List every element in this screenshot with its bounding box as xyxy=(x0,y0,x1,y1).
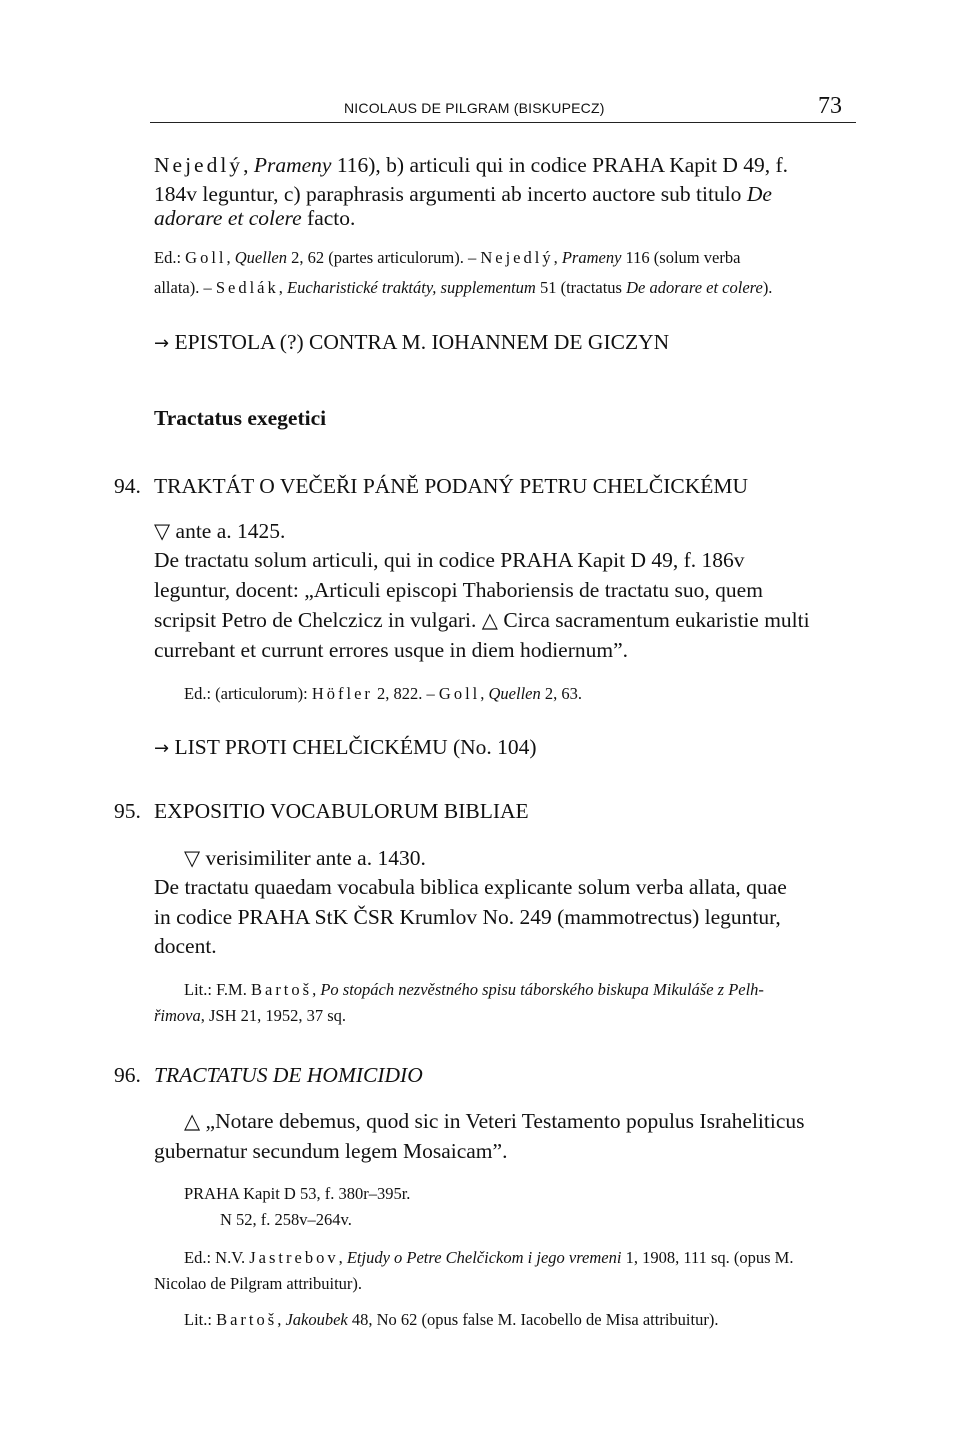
edition-note-line xyxy=(154,248,740,268)
text-run: 48, No 62 (opus false M. Iacobello de Misa attribuitur). xyxy=(347,1310,719,1329)
date-line xyxy=(154,519,285,544)
arrow-right-icon: → xyxy=(154,738,170,759)
paragraph-line xyxy=(154,206,355,231)
running-title: NICOLAUS DE PILGRAM (BISKUPECZ) xyxy=(344,100,605,116)
text-run: Ed.: (articulorum): xyxy=(184,684,312,703)
author-name: Höfler xyxy=(311,684,373,703)
triangle-down-icon: ▽ xyxy=(154,519,171,543)
author-name: Nejedlý xyxy=(480,248,554,267)
literature-line xyxy=(154,1006,346,1026)
italic-title: adorare et colere xyxy=(154,206,302,230)
text-run: , xyxy=(338,1248,347,1267)
italic-title: Quellen xyxy=(234,248,287,267)
description-line: De tractatu quaedam vocabula biblica explicante solum verba allata, quae xyxy=(154,875,787,899)
triangle-up-icon: △ xyxy=(184,1109,201,1133)
edition-note-line xyxy=(154,278,772,298)
italic-title: řimova xyxy=(154,1006,201,1025)
paragraph-line xyxy=(154,182,772,207)
manuscript-line: N 52, f. 258v–264v. xyxy=(220,1210,352,1229)
author-name: Bartoš xyxy=(250,980,313,999)
author-name: Nejedlý xyxy=(154,153,244,177)
literature-line xyxy=(184,1310,718,1330)
header-rule xyxy=(150,122,856,123)
italic-title: Prameny xyxy=(253,153,332,177)
paragraph-line xyxy=(154,153,788,178)
entry-title: TRAKTÁT O VEČEŘI PÁNĚ PODANÝ PETRU CHELČICKÉMU xyxy=(154,474,749,498)
text-run: Ed.: N.V. xyxy=(184,1248,250,1267)
incipit-line xyxy=(184,1109,805,1134)
date-text: verisimiliter ante a. 1430. xyxy=(205,846,426,870)
text-run: Ed.: xyxy=(154,248,186,267)
text-run: , xyxy=(243,153,254,177)
description-text: Circa sacramentum eukaristie multi xyxy=(497,608,810,632)
description-text: scripsit Petro de Chelczicz in vulgari. xyxy=(154,608,482,632)
text-run: 2, 822. – xyxy=(372,684,439,703)
text-run: 51 (tractatus xyxy=(535,278,627,297)
triangle-down-icon: ▽ xyxy=(184,846,201,870)
incipit-line: gubernatur secundum legem Mosaicam”. xyxy=(154,1139,508,1163)
italic-title: Prameny xyxy=(561,248,622,267)
text-run: Lit.: xyxy=(184,1310,217,1329)
author-name: Goll xyxy=(185,248,227,267)
text-run: , xyxy=(480,684,489,703)
author-name: Bartoš xyxy=(216,1310,278,1329)
author-name: Goll xyxy=(438,684,481,703)
edition-note-line xyxy=(184,1248,793,1268)
entry-title: TRACTATUS DE HOMICIDIO xyxy=(154,1063,423,1087)
text-run: , JSH 21, 1952, 37 sq. xyxy=(200,1006,347,1025)
cross-reference xyxy=(154,330,669,355)
italic-title: Quellen xyxy=(488,684,541,703)
text-run: 2, 62 (partes articulorum). – xyxy=(287,248,481,267)
text-run: 116 (solum verba xyxy=(621,248,741,267)
literature-line xyxy=(184,980,764,1000)
text-run: 1, 1908, 111 sq. (opus M. xyxy=(621,1248,794,1267)
cross-reference-text: LIST PROTI CHELČICKÉMU (No. 104) xyxy=(174,735,537,759)
description-line: in codice PRAHA StK ČSR Krumlov No. 249 (mammotrectus) leguntur, xyxy=(154,905,781,929)
text-run: , xyxy=(553,248,562,267)
text-run: facto. xyxy=(301,206,356,230)
text-run: Lit.: F.M. xyxy=(184,980,251,999)
text-run: 184v leguntur, c) paraphrasis argumenti ab incerto auctore sub titulo xyxy=(154,182,747,206)
edition-note-line: Nicolao de Pilgram attribuitur). xyxy=(154,1274,363,1293)
italic-title: Eucharistické traktáty, supplementum xyxy=(287,278,536,297)
page-number: 73 xyxy=(818,93,842,119)
description-line: leguntur, docent: „Articuli episcopi Thaboriensis de tractatu suo, quem xyxy=(154,578,763,602)
arrow-right-icon: → xyxy=(154,333,170,354)
date-text: ante a. 1425. xyxy=(175,519,286,543)
text-run: , xyxy=(277,1310,286,1329)
text-run: allata). – xyxy=(154,278,216,297)
entry-title: EXPOSITIO VOCABULORUM BIBLIAE xyxy=(154,799,529,823)
italic-title: Etjudy o Petre Chelčickom i jego vremeni xyxy=(346,1248,622,1267)
triangle-up-icon: △ xyxy=(481,608,498,632)
italic-title: Jakoubek xyxy=(285,1310,348,1329)
text-run: ). xyxy=(762,278,773,297)
manuscript-line: PRAHA Kapit D 53, f. 380r–395r. xyxy=(184,1184,411,1203)
text-run: 2, 63. xyxy=(540,684,582,703)
italic-title: De xyxy=(746,182,772,206)
text-run: , xyxy=(226,248,235,267)
description-line: docent. xyxy=(154,934,217,958)
description-line: De tractatu solum articuli, qui in codice PRAHA Kapit D 49, f. 186v xyxy=(154,548,745,572)
edition-note-line xyxy=(184,684,582,704)
section-heading: Tractatus exegetici xyxy=(154,406,327,430)
description-line xyxy=(154,608,810,633)
italic-title: De adorare et colere xyxy=(626,278,763,297)
incipit-text: „Notare debemus, quod sic in Veteri Testamento populus Israheliticus xyxy=(205,1109,805,1133)
author-name: Sedlák xyxy=(215,278,279,297)
entry-number: 96. xyxy=(114,1063,141,1087)
cross-reference xyxy=(154,735,537,760)
text-run: , xyxy=(278,278,288,297)
entry-number: 94. xyxy=(114,474,141,498)
description-line: currebant et currunt errores usque in diem hodiernum”. xyxy=(154,638,629,662)
date-line xyxy=(184,846,426,871)
italic-title: Po stopách nezvěstného spisu táborského biskupa Mikuláše z Pelh- xyxy=(320,980,764,999)
cross-reference-text: EPISTOLA (?) CONTRA M. IOHANNEM DE GICZYN xyxy=(174,330,670,354)
text-run: , xyxy=(312,980,321,999)
text-run: 116), b) articuli qui in codice PRAHA Kapit D 49, f. xyxy=(331,153,789,177)
author-name: Jastrebov xyxy=(249,1248,339,1267)
entry-number: 95. xyxy=(114,799,141,823)
